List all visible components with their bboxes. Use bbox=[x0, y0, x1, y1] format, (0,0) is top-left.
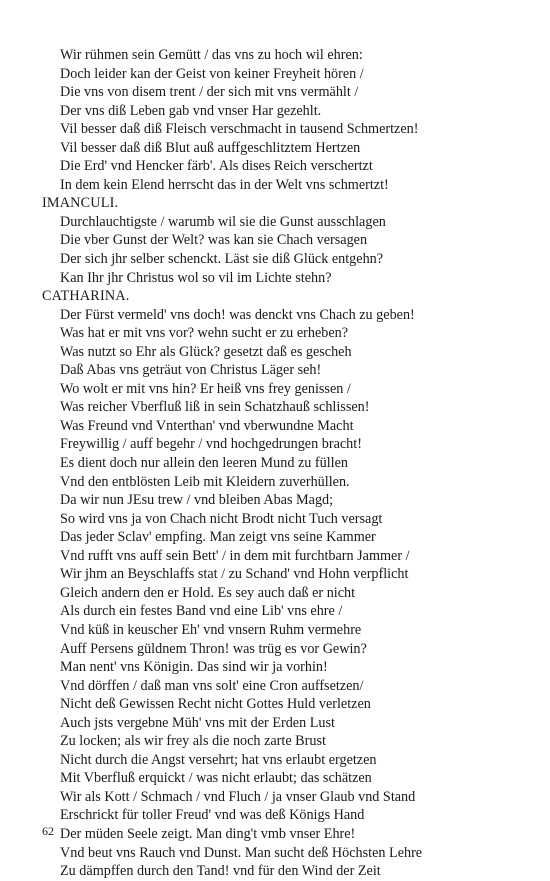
verse-line: In dem kein Elend herrscht das in der Welt vns schmertzt! bbox=[60, 176, 389, 193]
verse-line: Vnd den entblösten Leib mit Kleidern zuverhüllen. bbox=[60, 473, 350, 490]
verse-line: Wir rühmen sein Gemütt / das vns zu hoch wil ehren: bbox=[60, 47, 363, 63]
verse-line: Was reicher Vberfluß liß in sein Schatzhauß schlissen! bbox=[60, 399, 370, 416]
verse-line: Vnd beut vns Rauch vnd Dunst. Man sucht deß Höchsten Lehre bbox=[60, 844, 423, 861]
verse-line: Kan Ihr jhr Christus wol so vil im Lichte stehn? bbox=[60, 269, 332, 286]
verse-line: Nicht durch die Angst versehrt; hat vns erlaubt ergetzen bbox=[60, 751, 377, 768]
verse-line: Was nutzt so Ehr als Glück? gesetzt daß es gescheh bbox=[60, 343, 352, 360]
verse-line: Freywillig / auff begehr / vnd hochgedrungen bracht! bbox=[60, 436, 362, 453]
verse-line: Erschrickt für toller Freud' vnd was deß Königs Hand bbox=[60, 807, 365, 824]
verse-line: Vnd rufft vns auff sein Bett' / in dem mit furchtbarn Jammer / bbox=[60, 547, 410, 564]
verse-line: Daß Abas vns geträut von Christus Läger seh! bbox=[60, 362, 322, 379]
verse-line: Durchlauchtigste / warumb wil sie die Gunst ausschlagen bbox=[60, 213, 386, 230]
verse-line: So wird vns ja von Chach nicht Brodt nicht Tuch versagt bbox=[60, 510, 383, 527]
page-number: 62 bbox=[42, 824, 54, 838]
verse-line: Auff Persens güldnem Thron! was trüg es vor Gewin? bbox=[60, 640, 367, 657]
speaker-name: CATHARINA. bbox=[42, 288, 130, 305]
verse-line: Vil besser daß diß Fleisch verschmacht in tausend Schmertzen! bbox=[60, 121, 419, 138]
verse-line: Wir als Kott / Schmach / vnd Fluch / ja vnser Glaub vnd Stand bbox=[60, 788, 416, 805]
verse-line: Da wir nun JEsu trew / vnd bleiben Abas Magd; bbox=[60, 492, 334, 509]
verse-line: Der vns diß Leben gab vnd vnser Har gezehlt. bbox=[60, 102, 322, 119]
verse-line: Zu locken; als wir frey als die noch zarte Brust bbox=[60, 733, 326, 750]
verse-line: Die vns von disem trent / der sich mit vns vermählt / bbox=[60, 84, 359, 101]
verse-line: Der Fürst vermeld' vns doch! was denckt vns Chach zu geben! bbox=[60, 306, 415, 323]
drama-text bbox=[42, 46, 522, 881]
verse-line: Auch jsts vergebne Müh' vns mit der Erden Lust bbox=[60, 714, 335, 731]
verse-line: Man nent' vns Königin. Das sind wir ja vorhin! bbox=[60, 659, 328, 676]
verse-line: Die vber Gunst der Welt? was kan sie Chach versagen bbox=[60, 232, 368, 249]
verse-line: Die Erd' vnd Hencker färb'. Als dises Reich verschertzt bbox=[60, 158, 373, 175]
speaker-name: IMANCULI. bbox=[42, 195, 119, 212]
verse-line: Was hat er mit vns vor? wehn sucht er zu erheben? bbox=[60, 325, 349, 342]
verse-line: Vnd dörffen / daß man vns solt' eine Cron auffsetzen/ bbox=[60, 677, 364, 694]
verse-line: Es dient doch nur allein den leeren Mund zu füllen bbox=[60, 455, 348, 472]
verse-line: Gleich andern den er Hold. Es sey auch daß er nicht bbox=[60, 584, 356, 601]
verse-line: Was Freund vnd Vnterthan' vnd vberwundne Macht bbox=[60, 417, 354, 434]
verse-line: Der sich jhr selber schenckt. Läst sie diß Glück entgehn? bbox=[60, 251, 384, 268]
verse-line: Wo wolt er mit vns hin? Er heiß vns frey genissen / bbox=[60, 380, 351, 397]
verse-line: Wir jhm an Beyschlaffs stat / zu Schand' vnd Hohn verpflicht bbox=[60, 566, 409, 583]
verse-line: Als durch ein festes Band vnd eine Lib' vns ehre / bbox=[60, 603, 343, 620]
verse-line: Zu dämpffen durch den Tand! vnd für den Wind der Zeit bbox=[60, 863, 381, 880]
verse-line: Vil besser daß diß Blut auß auffgeschlitztem Hertzen bbox=[60, 139, 361, 156]
verse-line: Vnd küß in keuscher Eh' vnd vnsern Ruhm vermehre bbox=[60, 621, 362, 638]
verse-line: Das jeder Sclav' empfing. Man zeigt vns seine Kammer bbox=[60, 529, 376, 546]
verse-line: Der müden Seele zeigt. Man ding't vmb vnser Ehre! bbox=[60, 825, 356, 842]
verse-line: Nicht deß Gewissen Recht nicht Gottes Huld verletzen bbox=[60, 696, 371, 713]
verse-line: Mit Vberfluß erquickt / was nicht erlaubt; das schätzen bbox=[60, 770, 372, 787]
verse-line: Doch leider kan der Geist von keiner Freyheit hören / bbox=[60, 65, 364, 82]
